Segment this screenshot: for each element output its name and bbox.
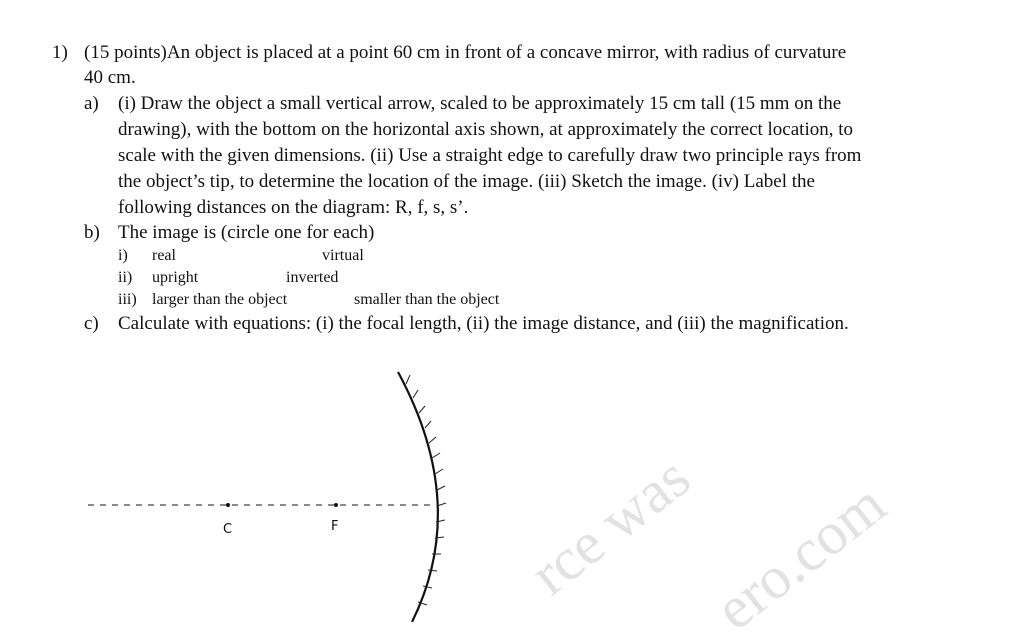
watermark-text-2: ero.com bbox=[703, 470, 898, 643]
option-1-number: i) bbox=[118, 247, 128, 264]
label-focal: F bbox=[331, 519, 339, 534]
option-2-number: ii) bbox=[118, 269, 133, 286]
option-3-choice-a: larger than the object bbox=[152, 291, 288, 308]
part-c-label: c) bbox=[84, 313, 99, 334]
part-a-label: a) bbox=[84, 93, 99, 114]
center-point bbox=[226, 503, 230, 507]
problem-number: 1) bbox=[52, 42, 68, 63]
part-a-text-2: drawing), with the bottom on the horizontal axis shown, at approximately the correct location, to bbox=[118, 119, 854, 140]
part-a-text-3: scale with the given dimensions. (ii) Use a straight edge to carefully draw two principle rays from bbox=[118, 145, 862, 166]
mirror-hatching bbox=[406, 375, 446, 605]
option-3-number: iii) bbox=[118, 291, 137, 308]
part-a-text-5: following distances on the diagram: R, f, s, s’. bbox=[118, 197, 469, 218]
option-3-choice-b: smaller than the object bbox=[354, 291, 500, 308]
focal-point bbox=[334, 503, 338, 507]
problem-intro-text: (15 points)An object is placed at a point 60 cm in front of a concave mirror, with radius of curvature bbox=[84, 42, 847, 63]
problem-intro-text-cont: 40 cm. bbox=[84, 67, 136, 88]
part-c-text: Calculate with equations: (i) the focal length, (ii) the image distance, and (iii) the magnification. bbox=[118, 313, 849, 334]
part-a-text-4: the object’s tip, to determine the location of the image. (iii) Sketch the image. (iv) Label the bbox=[118, 171, 815, 192]
option-2-choice-a: upright bbox=[152, 269, 199, 286]
option-1-choice-a: real bbox=[152, 247, 176, 264]
part-a-text-1: (i) Draw the object a small vertical arrow, scaled to be approximately 15 cm tall (15 mm on the bbox=[118, 93, 842, 114]
label-center: C bbox=[223, 522, 233, 537]
option-1-choice-b: virtual bbox=[322, 247, 364, 264]
part-b-text: The image is (circle one for each) bbox=[118, 222, 375, 243]
option-2-choice-b: inverted bbox=[286, 269, 339, 286]
part-b-label: b) bbox=[84, 222, 100, 243]
concave-mirror bbox=[398, 372, 438, 622]
watermark-text-1: rce was bbox=[518, 443, 702, 608]
